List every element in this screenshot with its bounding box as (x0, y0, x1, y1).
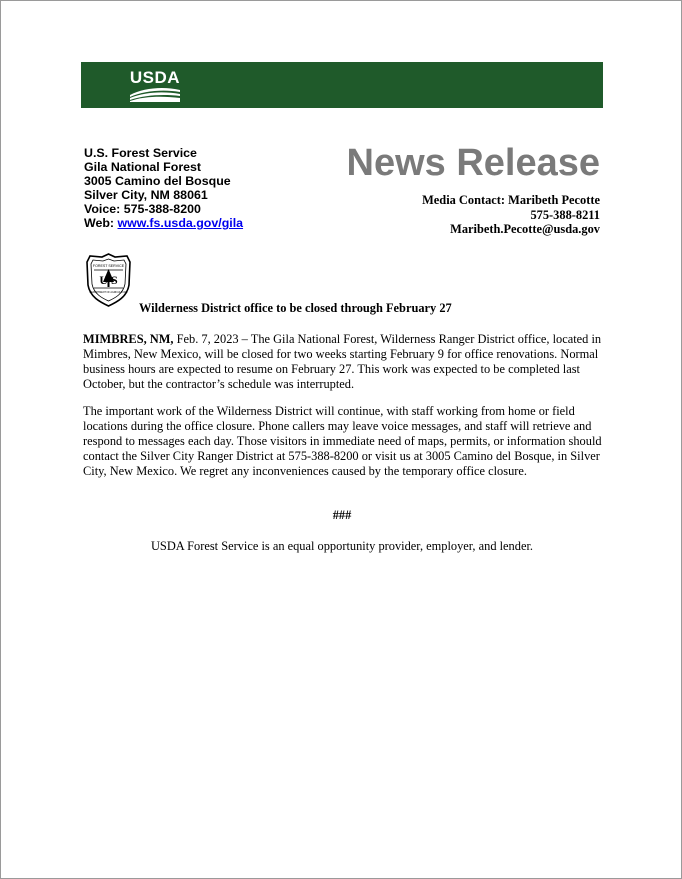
usda-banner (81, 62, 603, 108)
web-label: Web: (84, 216, 118, 230)
shield-top-text: FOREST SERVICE (92, 264, 125, 268)
voice-number: Voice: 575-388-8200 (84, 202, 201, 216)
body-paragraph-2: The important work of the Wilderness District will continue, with staff working from home or field locations during the office closure. Phone callers may leave voice messages, and staff will retrieve and respond to messages each day. Those visitors in immediate need of maps, permits, or information should contact the Silver City Ranger District at 575-388-8200 or visit us at 3005 Camino del Bosque, in Silver City, New Mexico. We regret any inconveniences caused by the temporary office closure. (83, 404, 602, 478)
equal-opportunity-statement: USDA Forest Service is an equal opportunity provider, employer, and lender. (150, 539, 533, 553)
city-state-zip: Silver City, NM 88061 (84, 188, 208, 202)
usda-logo-text: USDA (129, 68, 181, 87)
end-marker: ### (332, 508, 352, 522)
street-address: 3005 Camino del Bosque (84, 174, 231, 188)
shield-bottom-text: DEPARTMENT OF AGRICULTURE (89, 291, 128, 294)
web-line (84, 216, 243, 230)
forest-name: Gila National Forest (84, 160, 202, 174)
body-paragraph-1 (83, 332, 606, 392)
agency-name: U.S. Forest Service (84, 146, 197, 160)
media-contact-name: Media Contact: Maribeth Pecotte (422, 193, 600, 207)
office-address (84, 146, 243, 230)
dateline: MIMBRES, NM, (83, 332, 174, 346)
media-contact-email: Maribeth.Pecotte@usda.gov (450, 222, 600, 236)
media-contact (422, 193, 600, 237)
headline: Wilderness District office to be closed through February 27 (139, 301, 452, 315)
shield-letters: U S (99, 273, 118, 287)
forest-service-shield-icon (85, 253, 132, 307)
paragraph-1-text: Feb. 7, 2023 – The Gila National Forest, Wilderness Ranger District office, located in Mimbres, New Mexico, will be closed for two weeks starting February 9 for office renovations. Normal business hours are expected to resume on February 27. This work was expected to be completed last October, but the contractor’s schedule was interrupted. (83, 332, 602, 391)
news-release-title: News Release (346, 142, 600, 184)
usda-logo (129, 69, 181, 103)
usda-hills-icon (129, 86, 181, 103)
media-contact-phone: 575-388-8211 (530, 207, 600, 222)
website-link[interactable]: www.fs.usda.gov/gila (117, 216, 244, 230)
